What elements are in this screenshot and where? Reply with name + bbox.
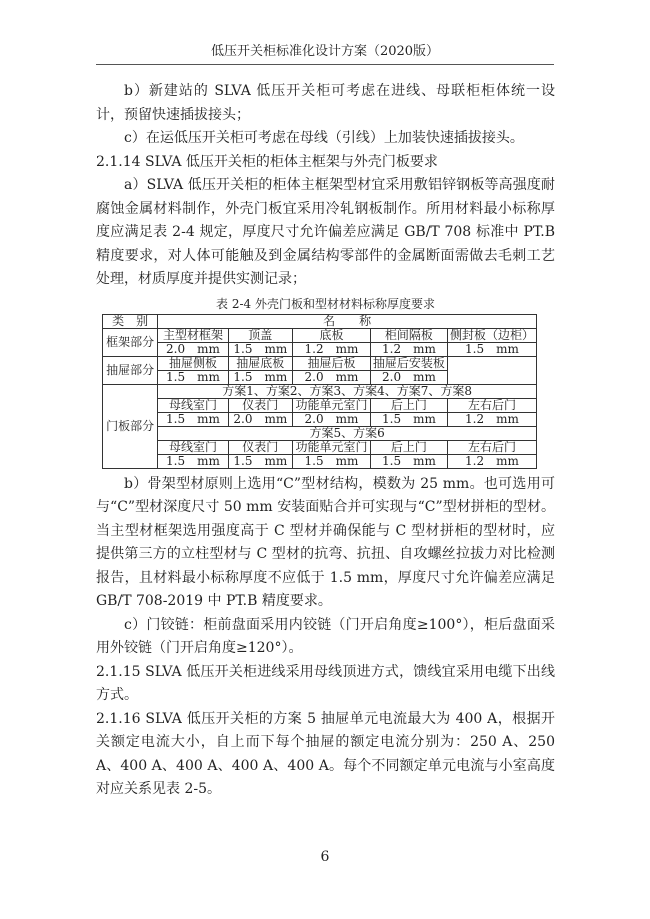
header-category: 类 别	[103, 314, 158, 328]
table-cell: 1.5 mm	[228, 454, 292, 468]
table-cell: 母线室门	[158, 398, 228, 412]
paragraph-a-frame-material: a）SLVA 低压开关柜的柜体主框架型材宜采用敷铝锌钢板等高强度耐腐蚀金属材料制作，外壳门板宜采用冷轧钢板制作。所用材料最小标称厚度应满足表 2-4 规定，厚度尺寸允许偏差应满足 GB/T 708 标准中 PT.B 精度要求，对人体可能触及到金属结构零部件的金属断面需做去毛刺工艺处理，材质厚度并提供实测记录；	[96, 177, 555, 287]
table-row	[103, 454, 537, 468]
table-cell: 后上门	[370, 398, 447, 412]
document-body	[96, 80, 555, 802]
table-cell-empty	[447, 356, 536, 384]
table-row	[103, 440, 537, 454]
table-cell: 1.5 mm	[370, 412, 447, 426]
table-row	[103, 328, 537, 342]
table-cell: 2.0 mm	[292, 370, 370, 384]
header-name: 名 称	[158, 314, 537, 328]
table-row	[103, 426, 537, 440]
table-cell: 1.5 mm	[228, 342, 292, 356]
table-row	[103, 384, 537, 398]
table-row	[103, 412, 537, 426]
table-title: 表 2-4 外壳门板和型材材料标称厚度要求	[216, 296, 435, 311]
table-cell: 1.5 mm	[158, 370, 228, 384]
table-cell: 1.5 mm	[158, 454, 228, 468]
paragraph-b-new-station: b）新建站的 SLVA 低压开关柜可考虑在进线、母联柜柜体统一设计，预留快速插拔接头；	[96, 83, 555, 123]
table-cell: 功能单元室门	[292, 398, 370, 412]
table-cell: 1.5 mm	[447, 342, 536, 356]
table-cell: 1.5 mm	[158, 412, 228, 426]
table-cell: 左右后门	[447, 398, 536, 412]
table-cell: 仪表门	[228, 440, 292, 454]
table-cell: 2.0 mm	[228, 412, 292, 426]
section-2-1-14-heading: 2.1.14 SLVA 低压开关柜的柜体主框架与外壳门板要求	[96, 153, 438, 170]
paragraph-c-existing: c）在运低压开关柜可考虑在母线（引线）上加装快速插拔接头。	[124, 130, 524, 146]
table-cell: 底板	[292, 328, 370, 342]
page-header: 低压开关柜标准化设计方案（2020版）	[96, 44, 554, 65]
table-cell: 2.0 mm	[370, 370, 447, 384]
table-cell: 侧封板（边柜）	[447, 328, 536, 342]
paragraph-b-c-profile: b）骨架型材原则上选用“C”型材结构，模数为 25 mm。也可选用可与“C”型材深度尺寸 50 mm 安装面贴合并可实现与“C”型材拼柜的型材。当主型材框架选用强度高于 C 型材并确保能与 C 型材拼柜的型材时，应提供第三方的立柱型材与 C 型材的抗弯、抗扭、自攻螺丝拉拔力对比检测报告，且材料最小标称厚度不应低于 1.5 mm，厚度尺寸允许偏差应满足 GB/T 708-2019 中 PT.B 精度要求。	[96, 475, 555, 609]
table-cell: 1.5 mm	[370, 454, 447, 468]
table-cell: 抽屉侧板	[158, 356, 228, 370]
table-cell: 1.2 mm	[370, 342, 447, 356]
table-row	[103, 342, 537, 356]
table-row	[103, 356, 537, 370]
table-cell: 功能单元室门	[292, 440, 370, 454]
thickness-table	[102, 314, 537, 469]
table-cell: 顶盖	[228, 328, 292, 342]
drawer-label: 抽屉部分	[103, 356, 158, 384]
table-cell: 2.0 mm	[158, 342, 228, 356]
table-row	[103, 398, 537, 412]
table-cell: 柜间隔板	[370, 328, 447, 342]
scheme-b-label: 方案5、方案6	[158, 426, 537, 440]
table-cell: 抽屉后安装板	[370, 356, 447, 370]
section-2-1-15: 2.1.15 SLVA 低压开关柜进线采用母线顶进方式，馈线宜采用电缆下出线方式。	[96, 663, 555, 703]
table-cell: 1.5 mm	[292, 454, 370, 468]
page-number: 6	[320, 849, 330, 865]
table-cell: 1.2 mm	[292, 342, 370, 356]
door-label: 门板部分	[103, 384, 158, 468]
table-cell: 1.2 mm	[447, 454, 536, 468]
table-header-row	[103, 314, 537, 328]
table-cell: 左右后门	[447, 440, 536, 454]
table-cell: 1.2 mm	[447, 412, 536, 426]
table-cell: 母线室门	[158, 440, 228, 454]
paragraph-c-hinge: c）门铰链：柜前盘面采用内铰链（门开启角度≥100°），柜后盘面采用外铰链（门开启角度≥120°）。	[96, 616, 555, 656]
table-cell: 抽屉后板	[292, 356, 370, 370]
table-cell: 后上门	[370, 440, 447, 454]
table-cell: 仪表门	[228, 398, 292, 412]
section-2-1-16: 2.1.16 SLVA 低压开关柜的方案 5 抽屉单元电流最大为 400 A，根据开关额定电流大小，自上而下每个抽屉的额定电流分别为：250 A、250 A、400 A、400 A、400 A、400 A。每个不同额定单元电流与小室高度对应关系见表 2-5。	[96, 710, 555, 797]
scheme-a-label: 方案1、方案2、方案3、方案4、方案7、方案8	[158, 384, 537, 398]
table-cell: 2.0 mm	[292, 412, 370, 426]
table-cell: 主型材框架	[158, 328, 228, 342]
table-cell: 1.5 mm	[228, 370, 292, 384]
frame-label: 框架部分	[103, 328, 158, 356]
table-cell: 抽屉底板	[228, 356, 292, 370]
